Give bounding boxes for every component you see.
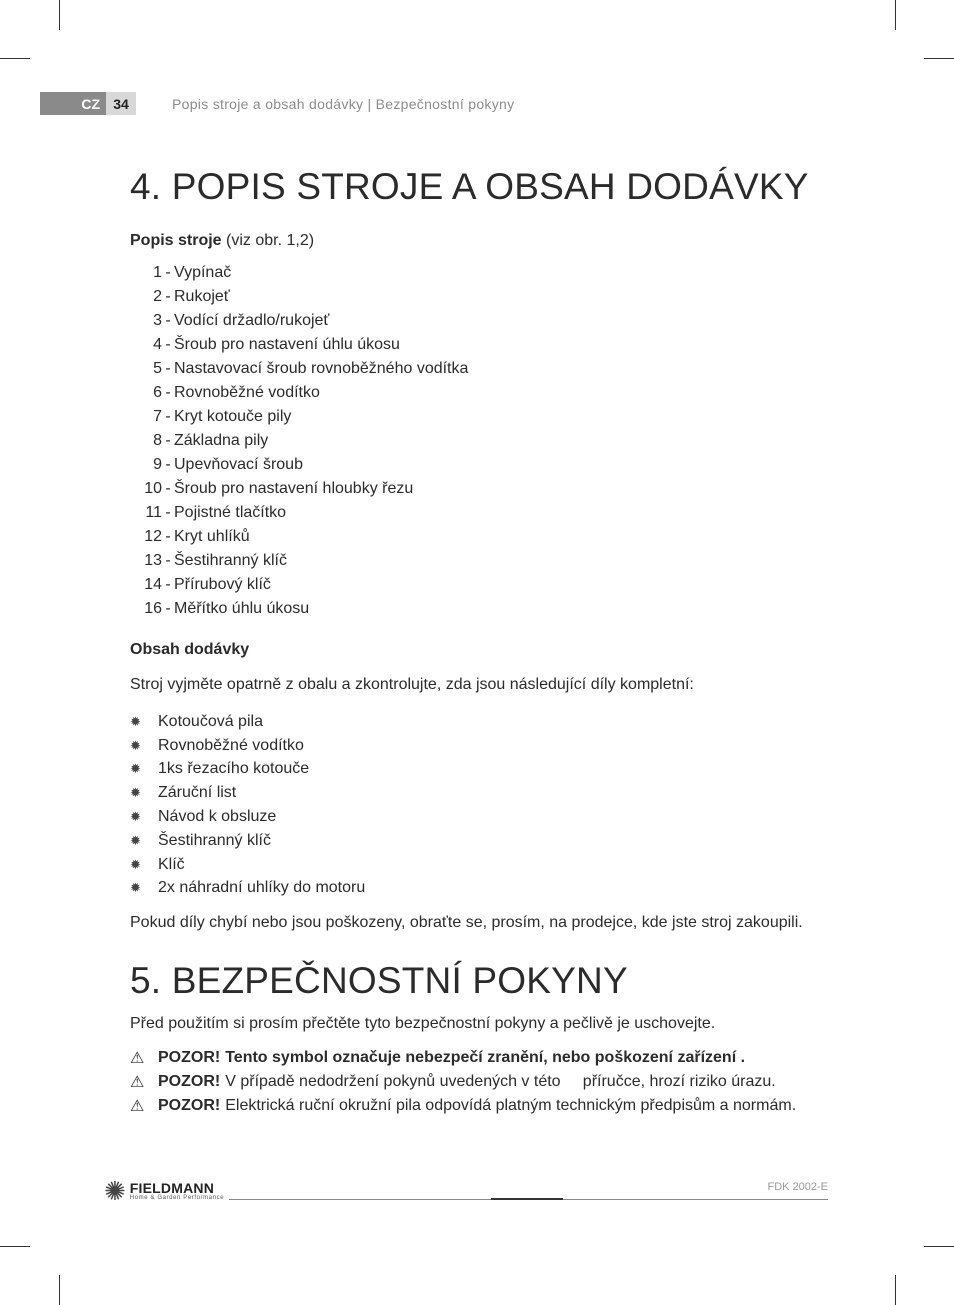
part-label: Pojistné tlačítko	[174, 504, 287, 521]
part-dash: -	[165, 312, 171, 329]
warning-triangle-icon: ⚠	[130, 1074, 145, 1091]
part-number: 5	[153, 360, 162, 377]
warning-label: POZOR!	[158, 1097, 221, 1114]
gear-bullet-icon: ✹	[130, 856, 141, 872]
running-title: Popis stroje a obsah dodávky | Bezpečnostní pokyny	[172, 96, 515, 112]
part-item	[130, 478, 468, 502]
part-label: Šroub pro nastavení úhlu úkosu	[174, 336, 400, 353]
delivery-item-label: Záruční list	[158, 784, 237, 802]
section-4-title: 4. POPIS STROJE A OBSAH DODÁVKY	[130, 166, 809, 207]
delivery-item-label: Klíč	[158, 855, 185, 873]
part-dash: -	[165, 408, 171, 425]
parts-list	[130, 262, 468, 622]
crop-mark	[924, 1246, 954, 1247]
part-number: 14	[144, 576, 162, 593]
part-number: 11	[145, 504, 162, 521]
part-label: Nastavovací šroub rovnoběžného vodítka	[174, 360, 469, 377]
part-item	[130, 358, 468, 382]
part-item	[130, 334, 468, 358]
part-label: Kryt kotouče pily	[174, 408, 292, 425]
warning-label: POZOR!	[158, 1073, 221, 1090]
description-heading-label: Popis stroje	[130, 232, 222, 249]
part-item	[130, 406, 468, 430]
delivery-item	[130, 734, 365, 758]
warning-label: POZOR!	[158, 1049, 221, 1066]
safety-intro: Před použitím si prosím přečtěte tyto bezpečnostní pokyny a pečlivě je uschovejte.	[130, 1015, 716, 1032]
delivery-item	[130, 829, 365, 853]
fieldmann-fan-logo-icon: ✺	[104, 1176, 126, 1206]
missing-parts-note: Pokud díly chybí nebo jsou poškozeny, obraťte se, prosím, na prodejce, kde jste stroj zakoupili.	[130, 914, 803, 931]
part-dash: -	[165, 600, 171, 617]
part-item	[130, 550, 468, 574]
footer-divider-accent	[491, 1198, 563, 1200]
delivery-item	[130, 853, 365, 877]
delivery-item-label: 1ks řezacího kotouče	[158, 760, 310, 778]
part-label: Měřítko úhlu úkosu	[174, 600, 310, 617]
crop-mark	[924, 58, 954, 59]
description-heading-note: (viz obr. 1,2)	[221, 232, 315, 249]
gear-bullet-icon: ✹	[130, 785, 141, 801]
part-number: 12	[144, 528, 162, 545]
gear-bullet-icon: ✹	[130, 880, 141, 896]
crop-mark	[59, 1275, 60, 1305]
part-dash: -	[165, 432, 171, 449]
language-tab: CZ	[40, 92, 106, 115]
warning-line	[130, 1048, 745, 1068]
part-number: 7	[153, 408, 162, 425]
part-number: 4	[153, 336, 162, 353]
part-label: Rovnoběžné vodítko	[174, 384, 320, 401]
warning-triangle-icon: ⚠	[130, 1098, 145, 1115]
part-label: Šroub pro nastavení hloubky řezu	[174, 480, 414, 497]
delivery-item-label: Kotoučová pila	[158, 712, 263, 730]
part-dash: -	[165, 576, 171, 593]
warning-text: V případě nedodržení pokynů uvedených v této příručce, hrozí riziko úrazu.	[225, 1073, 776, 1090]
gear-bullet-icon: ✹	[130, 737, 141, 753]
part-number: 8	[153, 432, 162, 449]
footer-divider	[229, 1199, 828, 1200]
delivery-item-label: Šestihranný klíč	[158, 831, 271, 849]
page-number: 34	[106, 92, 136, 115]
section-5-title: 5. BEZPEČNOSTNÍ POKYNY	[130, 960, 628, 1001]
gear-bullet-icon: ✹	[130, 809, 141, 825]
part-label: Upevňovací šroub	[174, 456, 303, 473]
part-label: Přírubový klíč	[174, 576, 271, 593]
warning-text: Elektrická ruční okružní pila odpovídá platným technickým předpisům a normám.	[225, 1097, 797, 1114]
delivery-item	[130, 758, 365, 782]
part-label: Vodící držadlo/rukojeť	[174, 312, 330, 329]
warning-text: Tento symbol označuje nebezpečí zranění, nebo poškození zařízení .	[225, 1049, 746, 1066]
gear-bullet-icon: ✹	[130, 761, 141, 777]
part-number: 16	[144, 600, 162, 617]
model-number: FDK 2002-E	[767, 1181, 828, 1193]
part-number: 6	[153, 384, 162, 401]
part-dash: -	[165, 456, 171, 473]
part-item	[130, 502, 468, 526]
brand-name: FIELDMANN	[129, 1180, 215, 1196]
part-dash: -	[165, 384, 171, 401]
part-label: Rukojeť	[174, 288, 230, 305]
part-dash: -	[165, 552, 171, 569]
crop-mark	[59, 0, 60, 30]
machine-description-heading	[130, 231, 314, 251]
delivery-item-label: 2x náhradní uhlíky do motoru	[158, 879, 366, 897]
delivery-item	[130, 877, 365, 901]
part-item	[130, 262, 468, 286]
part-label: Základna pily	[174, 432, 269, 449]
part-item	[130, 286, 468, 310]
part-item	[130, 382, 468, 406]
part-number: 1	[153, 264, 162, 281]
delivery-content-heading: Obsah dodávky	[130, 641, 250, 658]
crop-mark	[895, 1275, 896, 1305]
part-number: 13	[144, 552, 162, 569]
part-number: 10	[144, 480, 162, 497]
crop-mark	[0, 1246, 30, 1247]
warning-line	[130, 1072, 776, 1092]
part-label: Šestihranný klíč	[174, 552, 287, 569]
delivery-item-label: Návod k obsluze	[158, 808, 277, 826]
part-label: Vypínač	[174, 264, 232, 281]
delivery-item-label: Rovnoběžné vodítko	[158, 736, 304, 754]
gear-bullet-icon: ✹	[130, 832, 141, 848]
part-dash: -	[165, 528, 171, 545]
part-number: 2	[153, 288, 162, 305]
part-dash: -	[165, 264, 171, 281]
part-item	[130, 598, 468, 622]
delivery-item	[130, 781, 365, 805]
part-item	[130, 454, 468, 478]
warning-triangle-icon: ⚠	[130, 1050, 145, 1067]
warning-line	[130, 1096, 796, 1116]
delivery-item	[130, 710, 365, 734]
part-dash: -	[165, 504, 171, 521]
delivery-content-list	[130, 710, 365, 900]
part-dash: -	[165, 480, 171, 497]
part-dash: -	[165, 288, 171, 305]
crop-mark	[0, 58, 30, 59]
delivery-item	[130, 805, 365, 829]
part-item	[130, 430, 468, 454]
part-label: Kryt uhlíků	[174, 528, 250, 545]
page-header	[40, 92, 136, 115]
part-item	[130, 574, 468, 598]
fieldmann-logo	[104, 1178, 224, 1204]
part-number: 9	[153, 456, 162, 473]
part-item	[130, 526, 468, 550]
part-number: 3	[153, 312, 162, 329]
part-dash: -	[165, 336, 171, 353]
part-dash: -	[165, 360, 171, 377]
crop-mark	[895, 0, 896, 30]
brand-tagline: Home & Garden Performance	[129, 1195, 225, 1201]
gear-bullet-icon: ✹	[130, 713, 141, 729]
delivery-content-intro: Stroj vyjměte opatrně z obalu a zkontrolujte, zda jsou následující díly kompletní:	[130, 676, 694, 693]
part-item	[130, 310, 468, 334]
